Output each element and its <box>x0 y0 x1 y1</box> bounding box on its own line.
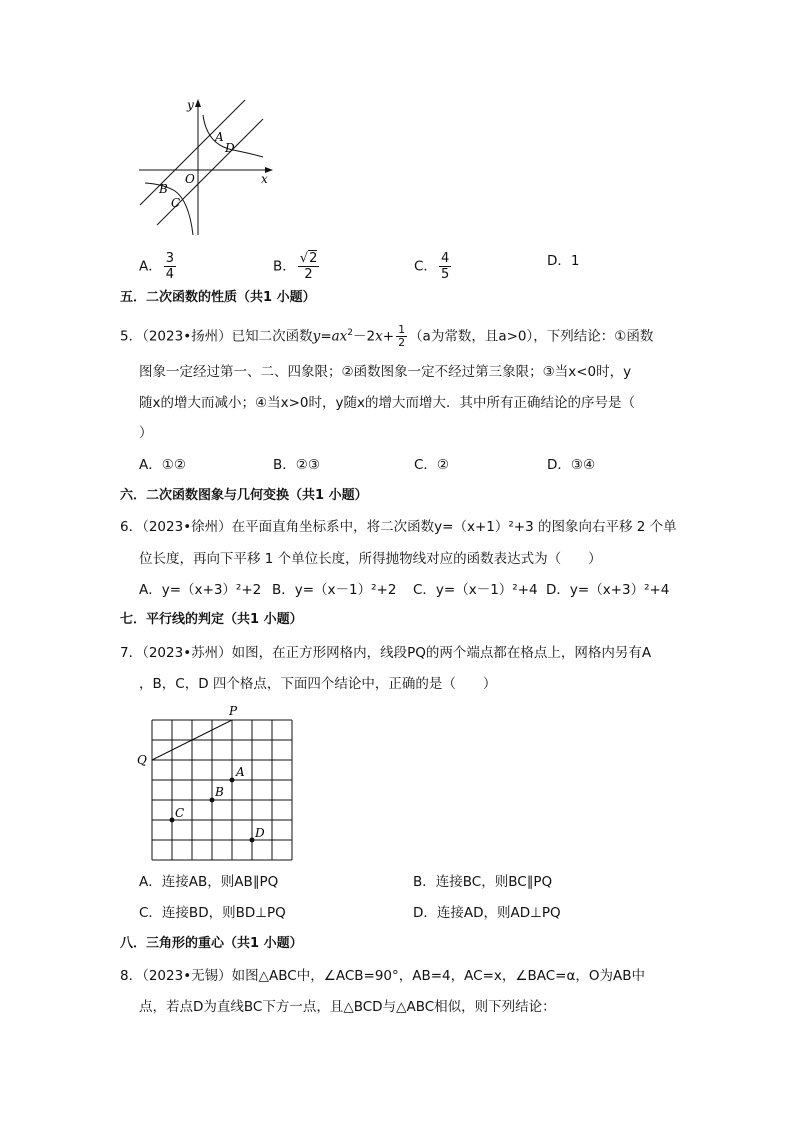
q6-option-c[interactable]: C．y=（x－1）²+4 <box>413 582 538 598</box>
q7-line-1: 7．（2023•苏州）如图，在正方形网格内，线段PQ的两个端点都在格点上，网格内另有A <box>120 645 652 661</box>
grid-point-b-label: B <box>215 785 224 799</box>
q6-option-b[interactable]: B．y=（x－1）²+2 <box>272 582 397 598</box>
q6-option-a[interactable]: A．y=（x+3）²+2 <box>139 582 262 598</box>
section-6-title: 六．二次函数图象与几何变换（共1 小题） <box>120 488 368 503</box>
grid-point-a-label: A <box>236 765 245 779</box>
q5-line-2: 图象一定经过第一、二、四象限；②函数图象一定不经过第三象限；③当x<0时，y <box>139 364 632 380</box>
q6-line-2: 位长度，再向下平移 1 个单位长度，所得抛物线对应的函数表达式为（ ） <box>139 551 602 567</box>
q7-option-c[interactable]: C．连接BD，则BD⊥PQ <box>139 905 286 921</box>
q4-option-a[interactable]: A． $\frac{3}{4}$ <box>139 251 175 282</box>
q5-option-d[interactable]: D．③④ <box>547 457 596 473</box>
section-5-title: 五．二次函数的性质（共1 小题） <box>120 290 316 305</box>
q8-line-2: 点，若点D为直线BC下方一点，且△BCD与△ABC相似，则下列结论： <box>139 999 556 1015</box>
point-a-label: A <box>215 130 224 144</box>
q7-option-b[interactable]: B．连接BC，则BC∥PQ <box>413 874 553 890</box>
origin-label: O <box>185 172 195 186</box>
q5-option-c[interactable]: C．② <box>414 457 450 473</box>
point-d-label: D <box>225 141 235 155</box>
q6-line-1: 6．（2023•徐州）在平面直角坐标系中，将二次函数y=（x+1）²+3 的图象向右平移 2 个单 <box>120 519 677 535</box>
y-axis-label: y <box>187 98 194 112</box>
point-c-label: C <box>171 196 181 210</box>
q4-option-b[interactable]: B． $\frac{√2}{2}$ <box>273 251 318 282</box>
q7-option-d[interactable]: D．连接AD，则AD⊥PQ <box>413 905 561 921</box>
q5-option-a[interactable]: A．①② <box>139 457 186 473</box>
q4-option-c[interactable]: C． $\frac{4}{5}$ <box>414 251 450 282</box>
grid-point-p-label: P <box>229 704 238 718</box>
section-8-title: 八．三角形的重心（共1 小题） <box>120 936 303 951</box>
q4-function-figure <box>135 95 280 240</box>
grid-point-d-label: D <box>255 826 265 840</box>
q4-option-d[interactable]: D．1 <box>547 253 580 269</box>
q6-option-d[interactable]: D．y=（x+3）²+4 <box>546 582 670 598</box>
point-b-label: B <box>159 182 168 196</box>
section-7-title: 七．平行线的判定（共1 小题） <box>120 612 303 627</box>
q8-line-1: 8．（2023•无锡）如图△ABC中，∠ACB=90°，AB=4，AC=x，∠BAC=α，O为AB中 <box>120 968 645 984</box>
q7-line-2: ，B，C，D 四个格点，下面四个结论中，正确的是（ ） <box>139 676 497 692</box>
grid-point-q-label: Q <box>137 753 147 767</box>
q7-grid-figure <box>135 702 300 862</box>
x-axis-label: x <box>261 172 268 186</box>
q5-line-4: ） <box>139 425 153 441</box>
q5-line-1: 5．（2023•扬州）已知二次函数$y=ax^2-2x+$ $\frac{1}{2}$ （a为常数，且a>0），下列结论：①函数 <box>120 323 654 349</box>
q7-option-a[interactable]: A．连接AB，则AB∥PQ <box>139 874 279 890</box>
q5-line-3: 随x的增大而减小；④当x>0时，y随x的增大而增大．其中所有正确结论的序号是（ <box>139 395 635 411</box>
q5-option-b[interactable]: B．②③ <box>273 457 320 473</box>
grid-point-c-label: C <box>175 806 185 820</box>
